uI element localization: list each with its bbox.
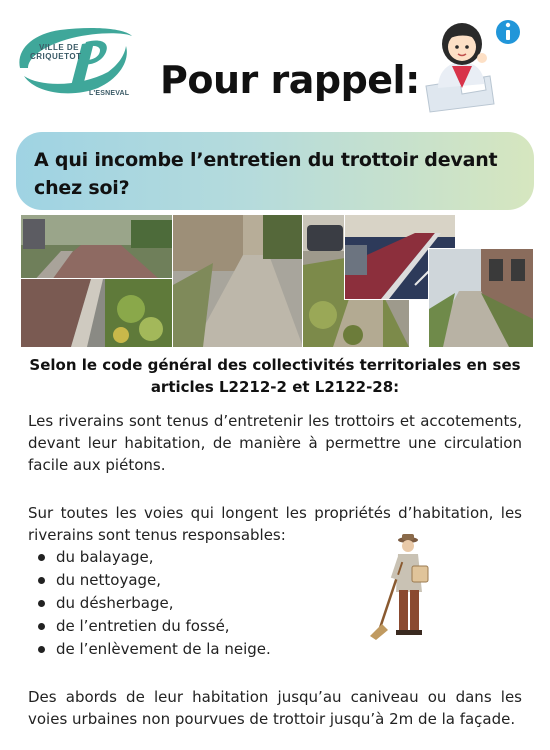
list-item-text: du balayage, bbox=[56, 548, 154, 566]
list-item-text: de l’enlèvement de la neige. bbox=[56, 640, 271, 658]
list-item bbox=[28, 592, 271, 615]
paragraph-obligation: Les riverains sont tenus d’entretenir les trottoirs et accotements, devant leur habitation, de manière à permettre une circulation facile aux piétons. bbox=[28, 412, 522, 474]
village-path-photo bbox=[428, 248, 534, 348]
bullet-dot bbox=[38, 600, 45, 607]
list-item-text: du désherbage, bbox=[56, 594, 174, 612]
legal-subtitle: Selon le code général des collectivités territoriales en ses articles L2212-2 et L2122-28: bbox=[29, 356, 521, 396]
banner-question: A qui incombe l’entretien du trottoir devant chez soi? bbox=[34, 149, 498, 199]
list-item bbox=[28, 546, 271, 569]
list-item bbox=[28, 569, 271, 592]
logo-text-ville-de: VILLE DE bbox=[39, 43, 80, 52]
bullet-dot bbox=[38, 577, 45, 584]
logo-text-esneval: L'ESNEVAL bbox=[89, 90, 130, 97]
logo-text-criquetot: CRIQUETOT bbox=[30, 52, 82, 61]
paragraph-scope: Des abords de leur habitation jusqu’au caniveau ou dans les voies urbaines non pourvues de trottoir jusqu’à 2m de la façade. bbox=[28, 688, 522, 728]
list-item-text: du nettoyage, bbox=[56, 571, 162, 589]
list-item bbox=[28, 615, 271, 638]
responsibility-list bbox=[28, 546, 271, 661]
street-sweeper-icon bbox=[368, 532, 448, 642]
paved-sidewalk-photo bbox=[172, 214, 304, 348]
bullet-dot bbox=[38, 646, 45, 653]
paragraph-responsibilities: Sur toutes les voies qui longent les propriétés d’habitation, les riverains sont tenus responsables: bbox=[28, 504, 522, 544]
page-title: Pour rappel: bbox=[160, 58, 420, 102]
list-item bbox=[28, 638, 271, 661]
overgrown-curb-photo bbox=[20, 278, 178, 348]
bullet-dot bbox=[38, 554, 45, 561]
bullet-dot bbox=[38, 623, 45, 630]
list-item-text: de l’entretien du fossé, bbox=[56, 617, 230, 635]
town-logo bbox=[12, 20, 137, 100]
info-mascot-icon bbox=[420, 14, 530, 114]
photo-collage bbox=[20, 214, 532, 346]
